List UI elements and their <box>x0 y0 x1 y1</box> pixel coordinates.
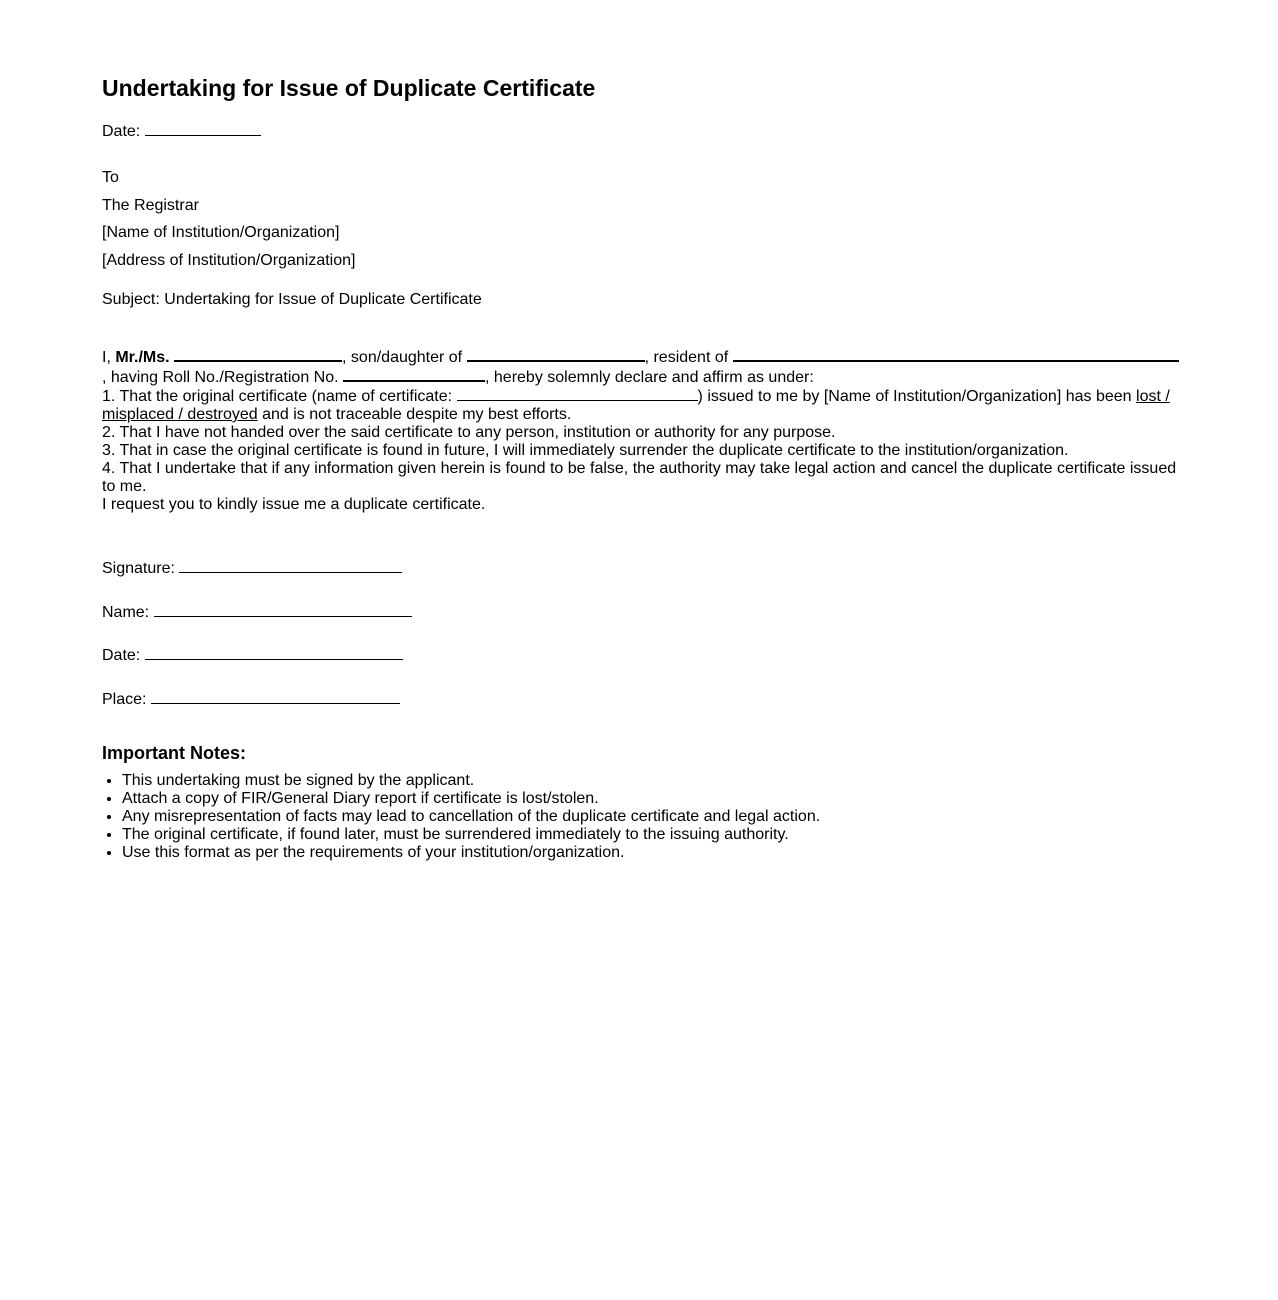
address-registrar: The Registrar <box>102 196 199 214</box>
point1-mid: ) issued to me by [Name of Institution/Organization] has been <box>697 388 1132 405</box>
place-row <box>102 690 1182 710</box>
name-blank[interactable] <box>154 603 412 617</box>
signature-blank[interactable] <box>179 559 402 573</box>
declaration-point-4: 4. That I undertake that if any information given herein is found to be false, the authority may take legal action and cancel the duplicate certificate issued to me. <box>102 460 1177 495</box>
date-blank[interactable] <box>145 122 261 136</box>
note-item: • Use this format as per the requirements of your institution/organization. <box>122 844 1182 862</box>
note-item: • The original certificate, if found later, must be surrendered immediately to the issuing authority. <box>122 826 1182 844</box>
document <box>102 72 1182 862</box>
affirm-text: , hereby solemnly declare and affirm as under: <box>485 369 814 386</box>
notes-title: Important Notes: <box>102 742 246 763</box>
name-row <box>102 603 1182 623</box>
declaration-point-3: 3. That in case the original certificate is found in future, I will immediately surrender the duplicate certificate to the institution/organization. <box>102 442 1069 459</box>
address-institution-address: [Address of Institution/Organization] <box>102 251 356 269</box>
point1-underlined: lost / misplaced / destroyed <box>102 388 1170 423</box>
declaration-intro <box>102 347 1182 387</box>
address-to: To <box>102 169 119 186</box>
declaration-point-2: 2. That I have not handed over the said certificate to any person, institution or authority for any purpose. <box>102 424 836 441</box>
date-line <box>102 122 1182 142</box>
sign-date-row <box>102 646 1182 666</box>
declaration-request: I request you to kindly issue me a duplicate certificate. <box>102 496 486 513</box>
intro-prefix: I, <box>102 349 111 366</box>
parent-name-blank[interactable] <box>467 347 645 362</box>
residence-blank[interactable] <box>733 347 1179 362</box>
salutation: Mr./Ms. <box>115 349 170 366</box>
son-daughter-text: , son/daughter of <box>342 349 463 366</box>
place-label: Place: <box>102 690 147 708</box>
place-blank[interactable] <box>151 690 400 704</box>
declaration-point-1 <box>102 387 1182 424</box>
signature-label: Signature: <box>102 560 175 577</box>
resident-text: , resident of <box>644 349 729 366</box>
applicant-name-blank[interactable] <box>174 347 342 362</box>
roll-no-blank[interactable] <box>343 367 485 382</box>
document-title: Undertaking for Issue of Duplicate Certificate <box>102 75 596 101</box>
note-item: • This undertaking must be signed by the applicant. <box>122 772 1182 790</box>
sign-date-label: Date: <box>102 647 141 664</box>
sign-date-blank[interactable] <box>145 646 403 660</box>
point1-prefix: 1. That the original certificate (name of certificate: <box>102 388 453 405</box>
recipient-address <box>102 164 1182 274</box>
point1-suffix: and is not traceable despite my best efforts. <box>262 406 572 423</box>
subject-line: Subject: Undertaking for Issue of Duplicate Certificate <box>102 291 482 308</box>
date-label: Date: <box>102 123 141 140</box>
note-item: • Attach a copy of FIR/General Diary report if certificate is lost/stolen. <box>122 790 1182 808</box>
signature-block <box>102 559 1182 710</box>
signature-row <box>102 559 1182 579</box>
name-label: Name: <box>102 603 150 621</box>
roll-no-text: , having Roll No./Registration No. <box>102 369 339 386</box>
notes-list <box>102 772 1182 862</box>
note-item: • Any misrepresentation of facts may lead to cancellation of the duplicate certificate and legal action. <box>122 808 1182 826</box>
declaration-body <box>102 347 1182 514</box>
address-institution-name: [Name of Institution/Organization] <box>102 224 340 241</box>
certificate-name-blank[interactable] <box>457 387 698 401</box>
